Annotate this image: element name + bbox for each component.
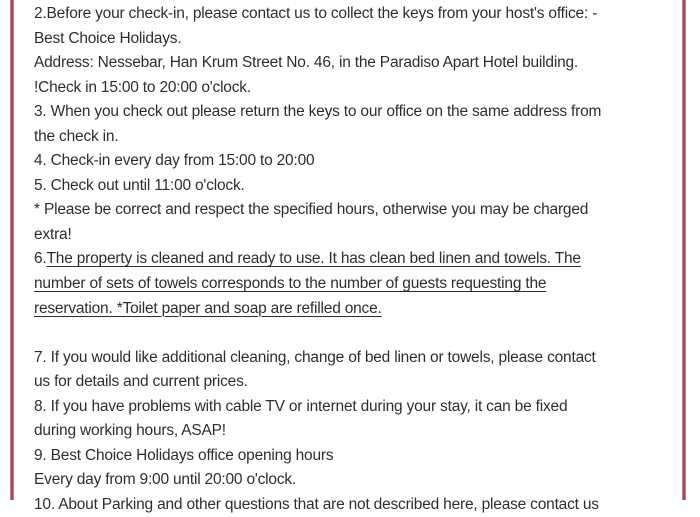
line-text: number of sets of towels corresponds to the number of guests requesting the xyxy=(34,275,547,293)
text-line xyxy=(34,493,680,517)
page-border-right xyxy=(682,0,686,500)
text-line xyxy=(34,419,680,444)
text-line xyxy=(34,468,680,493)
line-text: 2.Before your check-in, please contact us to collect the keys from your host's office: - xyxy=(34,5,598,22)
text-line xyxy=(34,149,680,174)
line-text: reservation. *Toilet paper and soap are refilled once. xyxy=(34,299,382,317)
line-text: 5. Check out until 11:00 o'clock. xyxy=(34,176,245,194)
text-line xyxy=(34,272,680,297)
text-line xyxy=(34,297,680,322)
text-line xyxy=(34,27,680,52)
line-text: 3. When you check out please return the keys to our office on the same address from xyxy=(34,103,602,121)
text-line xyxy=(34,346,680,371)
text-line xyxy=(34,51,680,76)
line-text: 8. If you have problems with cable TV or internet during your stay, it can be fixed xyxy=(34,397,568,415)
line-text: extra! xyxy=(34,225,72,243)
blank-line xyxy=(34,321,680,346)
document-text xyxy=(34,2,680,517)
line-text: 9. Best Choice Holidays office opening hours xyxy=(34,446,334,464)
line-text: us for details and current prices. xyxy=(34,373,248,391)
line-text: 10. About Parking and other questions that are not described here, please contact us xyxy=(34,495,599,513)
line-text: * Please be correct and respect the specified hours, otherwise you may be charged xyxy=(34,201,589,219)
text-line xyxy=(34,125,680,150)
text-line xyxy=(34,247,680,272)
text-line xyxy=(34,198,680,223)
line-text: during working hours, ASAP! xyxy=(34,422,226,440)
text-line xyxy=(34,395,680,420)
list-number: 6. xyxy=(34,250,47,268)
text-line xyxy=(34,76,680,101)
line-text: The property is cleaned and ready to use. It has clean bed linen and towels. The xyxy=(46,250,581,268)
text-line xyxy=(34,444,680,469)
text-line xyxy=(34,370,680,395)
line-text: 4. Check-in every day from 15:00 to 20:00 xyxy=(34,152,315,170)
line-text: !Check in 15:00 to 20:00 o'clock. xyxy=(34,78,251,96)
line-text: the check in. xyxy=(34,127,119,145)
line-text: Best Choice Holidays. xyxy=(34,29,182,47)
text-line xyxy=(34,2,680,27)
text-line xyxy=(34,174,680,199)
page-border-left xyxy=(10,0,14,500)
line-text: Every day from 9:00 until 20:00 o'clock. xyxy=(34,471,297,489)
text-line xyxy=(34,100,680,125)
text-line xyxy=(34,223,680,248)
line-text: 7. If you would like additional cleaning, change of bed linen or towels, please contact xyxy=(34,348,596,366)
line-text: Address: Nessebar, Han Krum Street No. 46, in the Paradiso Apart Hotel building. xyxy=(34,54,579,72)
